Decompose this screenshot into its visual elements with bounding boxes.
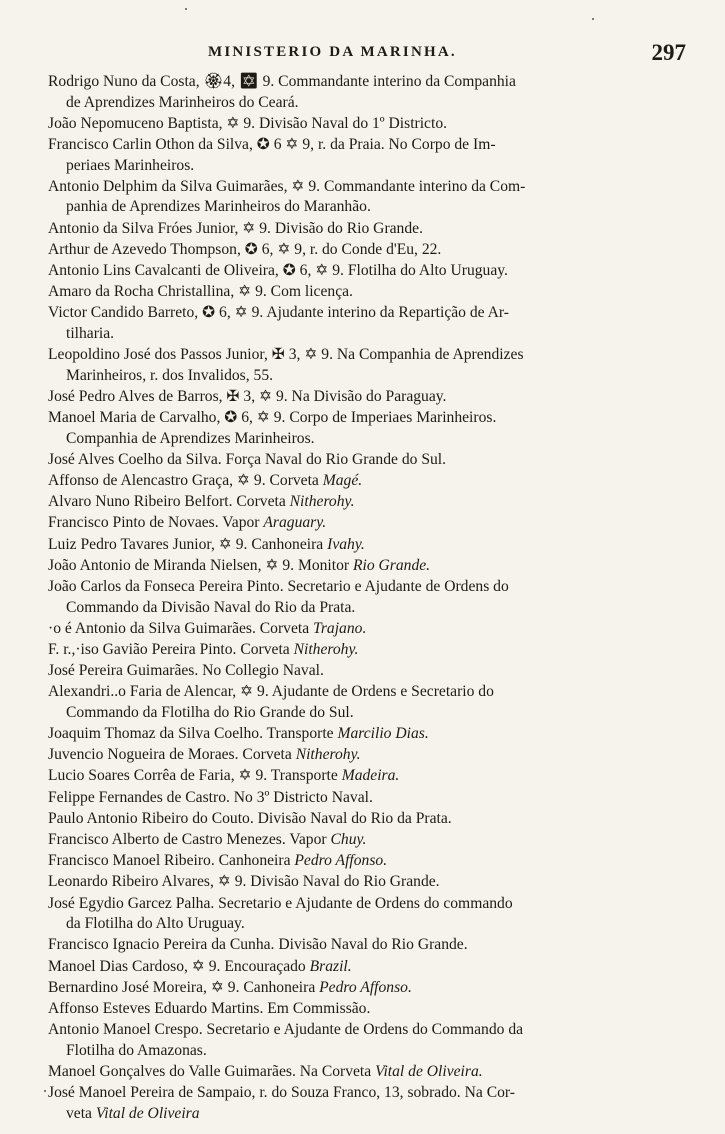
officer-entry bbox=[48, 661, 688, 682]
entry-text: F. r.,·iso Gavião Pereira Pinto. Corveta bbox=[48, 640, 294, 658]
officer-entry bbox=[48, 957, 688, 978]
entry-text: Leonardo Ribeiro Alvares, ✡ 9. Divisão Naval do Rio Grande. bbox=[48, 873, 440, 891]
ship-name: Magé. bbox=[322, 472, 363, 489]
ship-name: Marcilio Dias. bbox=[337, 725, 429, 743]
entry-text: Commando da Divisão Naval do Rio da Prata. bbox=[66, 598, 356, 616]
entry-text: Arthur de Azevedo Thompson, ✪ 6, ✡ 9, r. do Conde d'Eu, 22. bbox=[48, 240, 442, 258]
ship-name: Ivahy. bbox=[327, 535, 365, 553]
entry-text: da Flotilha do Alto Uruguay. bbox=[66, 915, 245, 933]
entry-text: Felippe Fernandes de Castro. No 3º Districto Naval. bbox=[48, 788, 373, 806]
ship-name: Madeira. bbox=[341, 767, 400, 785]
officer-entry bbox=[48, 788, 688, 809]
officer-entry bbox=[48, 766, 688, 787]
entry-text: de Aprendizes Marinheiros do Ceará. bbox=[66, 93, 299, 111]
entry-text: João Carlos da Fonseca Pereira Pinto. Secretario e Ajudante de Ordens do bbox=[48, 577, 509, 595]
officer-entry bbox=[48, 556, 688, 577]
entry-text: Francisco Manoel Ribeiro. Canhoneira bbox=[48, 852, 295, 870]
entry-text: veta bbox=[66, 1104, 96, 1122]
ship-name: Chuy. bbox=[330, 831, 367, 848]
officer-entry bbox=[48, 303, 688, 344]
officer-entry bbox=[48, 935, 688, 956]
entry-text: Affonso de Alencastro Graça, ✡ 9. Corveta bbox=[48, 472, 323, 489]
entry-text: Antonio Manoel Crespo. Secretario e Ajudante de Ordens do Commando da bbox=[48, 1021, 524, 1039]
officer-entry bbox=[48, 830, 688, 851]
officer-entry bbox=[48, 682, 688, 723]
ship-name: Pedro Affonso. bbox=[294, 852, 388, 870]
officer-entry bbox=[48, 240, 688, 261]
ship-name: Vital de Oliveira. bbox=[375, 1062, 483, 1080]
entry-text: João Nepomuceno Baptista, ✡ 9. Divisão Naval do 1º Districto. bbox=[48, 114, 448, 132]
entry-text: Antonio da Silva Fróes Junior, ✡ 9. Divisão do Rio Grande. bbox=[48, 219, 423, 237]
entry-text: Luiz Pedro Tavares Junior, ✡ 9. Canhoneira bbox=[48, 535, 328, 553]
entry-text: Leopoldino José dos Passos Junior, ✠ 3, ✡ 9. Na Companhia de Aprendizes bbox=[48, 346, 524, 364]
paper-speck bbox=[185, 8, 187, 10]
officer-entry bbox=[48, 1062, 688, 1083]
officer-entry bbox=[48, 135, 688, 176]
officer-entry bbox=[48, 471, 688, 492]
officer-entry bbox=[48, 724, 688, 745]
entry-text: Lucio Soares Corrêa de Faria, ✡ 9. Transporte bbox=[48, 767, 342, 785]
ship-name: Trajano. bbox=[313, 619, 367, 637]
officer-entry bbox=[48, 492, 688, 513]
entry-text: Companhia de Aprendizes Marinheiros. bbox=[66, 429, 315, 447]
ship-name: Nitherohy. bbox=[295, 746, 361, 764]
entry-text: José Egydio Garcez Palha. Secretario e Ajudante de Ordens do commando bbox=[48, 894, 513, 912]
entry-text: Alvaro Nuno Ribeiro Belfort. Corveta bbox=[48, 493, 290, 511]
page-header bbox=[48, 40, 686, 72]
entry-text: Francisco Carlin Othon da Silva, ✪ 6 ✡ 9, r. da Praia. No Corpo de Im- bbox=[48, 135, 496, 153]
officer-entry bbox=[48, 619, 688, 640]
entry-text: Manoel Gonçalves do Valle Guimarães. Na Corveta bbox=[48, 1062, 376, 1080]
officer-entry bbox=[48, 978, 688, 999]
entry-text: João Antonio de Miranda Nielsen, ✡ 9. Monitor bbox=[48, 556, 353, 574]
officer-entry bbox=[48, 282, 688, 303]
officer-entry bbox=[48, 640, 688, 661]
entry-text: Antonio Delphim da Silva Guimarães, ✡ 9. Commandante interino da Com- bbox=[48, 177, 526, 195]
officer-entry bbox=[48, 535, 688, 556]
officer-entry bbox=[48, 577, 688, 618]
paper-speck bbox=[44, 1090, 46, 1092]
entry-text: Antonio Lins Cavalcanti de Oliveira, ✪ 6, ✡ 9. Flotilha do Alto Uruguay. bbox=[48, 261, 508, 279]
officer-entry bbox=[48, 72, 688, 113]
page-number: 297 bbox=[651, 40, 686, 65]
running-title: MINISTERIO DA MARINHA. bbox=[208, 44, 457, 60]
entry-text: José Pereira Guimarães. No Collegio Naval. bbox=[48, 662, 324, 680]
entry-text: Commando da Flotilha do Rio Grande do Sul. bbox=[66, 703, 354, 721]
officer-entry bbox=[48, 408, 688, 449]
entry-text: Francisco Ignacio Pereira da Cunha. Divisão Naval do Rio Grande. bbox=[48, 936, 468, 954]
officer-entry bbox=[48, 219, 688, 240]
officer-entry bbox=[48, 387, 688, 408]
entry-text: Juvencio Nogueira de Moraes. Corveta bbox=[48, 746, 296, 764]
entry-text: periaes Marinheiros. bbox=[66, 156, 195, 174]
officer-entry bbox=[48, 177, 688, 218]
officer-list bbox=[48, 72, 688, 1125]
ship-name: Araguary. bbox=[263, 514, 327, 532]
entry-text: Marinheiros, r. dos Invalidos, 55. bbox=[66, 366, 274, 384]
ship-name: Nitherohy. bbox=[293, 640, 359, 658]
ship-name: Brazil. bbox=[309, 957, 352, 975]
officer-entry bbox=[48, 745, 688, 766]
officer-entry bbox=[48, 345, 688, 386]
officer-entry bbox=[48, 450, 688, 471]
entry-text: Joaquim Thomaz da Silva Coelho. Transporte bbox=[48, 725, 338, 743]
officer-entry bbox=[48, 1083, 688, 1124]
officer-entry bbox=[48, 894, 688, 935]
entry-text: panhia de Aprendizes Marinheiros do Maranhão. bbox=[66, 198, 371, 216]
officer-entry bbox=[48, 513, 688, 534]
entry-text: ·o é Antonio da Silva Guimarães. Corveta bbox=[48, 619, 314, 637]
entry-text: Flotilha do Amazonas. bbox=[66, 1041, 207, 1059]
entry-text: Victor Candido Barreto, ✪ 6, ✡ 9. Ajudante interino da Repartição de Ar- bbox=[48, 304, 509, 322]
entry-text: Bernardino José Moreira, ✡ 9. Canhoneira bbox=[48, 978, 320, 996]
entry-text: José Pedro Alves de Barros, ✠ 3, ✡ 9. Na Divisão do Paraguay. bbox=[48, 387, 447, 405]
entry-text: Francisco Alberto de Castro Menezes. Vapor bbox=[48, 831, 331, 848]
ship-name: Rio Grande. bbox=[352, 556, 431, 574]
entry-text: Amaro da Rocha Christallina, ✡ 9. Com licença. bbox=[48, 283, 353, 301]
entry-text: Manoel Dias Cardoso, ✡ 9. Encouraçado bbox=[48, 957, 310, 975]
paper-speck bbox=[592, 18, 594, 20]
entry-text: Paulo Antonio Ribeiro do Couto. Divisão Naval do Rio da Prata. bbox=[48, 809, 452, 827]
officer-entry bbox=[48, 261, 688, 282]
officer-entry bbox=[48, 114, 688, 135]
entry-text: tilharia. bbox=[66, 324, 115, 342]
entry-text: José Alves Coelho da Silva. Força Naval do Rio Grande do Sul. bbox=[48, 450, 447, 468]
entry-text: Manoel Maria de Carvalho, ✪ 6, ✡ 9. Corpo de Imperiaes Marinheiros. bbox=[48, 409, 497, 427]
officer-entry bbox=[48, 851, 688, 872]
officer-entry bbox=[48, 809, 688, 830]
ship-name: Pedro Affonso. bbox=[319, 978, 412, 996]
officer-entry bbox=[48, 872, 688, 893]
officer-entry bbox=[48, 1020, 688, 1061]
entry-text: Rodrigo Nuno da Costa, 🏵4, ✡ 9. Commandante interino da Companhia bbox=[48, 73, 516, 90]
entry-text: Francisco Pinto de Novaes. Vapor bbox=[48, 514, 264, 532]
ship-name: Nitherohy. bbox=[289, 493, 355, 511]
entry-text: Affonso Esteves Eduardo Martins. Em Commissão. bbox=[48, 999, 371, 1017]
entry-text: José Manoel Pereira de Sampaio, r. do Souza Franco, 13, sobrado. Na Cor- bbox=[48, 1084, 515, 1102]
ship-name: Vital de Oliveira bbox=[95, 1104, 200, 1122]
entry-text: Alexandri..o Faria de Alencar, ✡ 9. Ajudante de Ordens e Secretario do bbox=[48, 683, 494, 701]
officer-entry bbox=[48, 999, 688, 1020]
